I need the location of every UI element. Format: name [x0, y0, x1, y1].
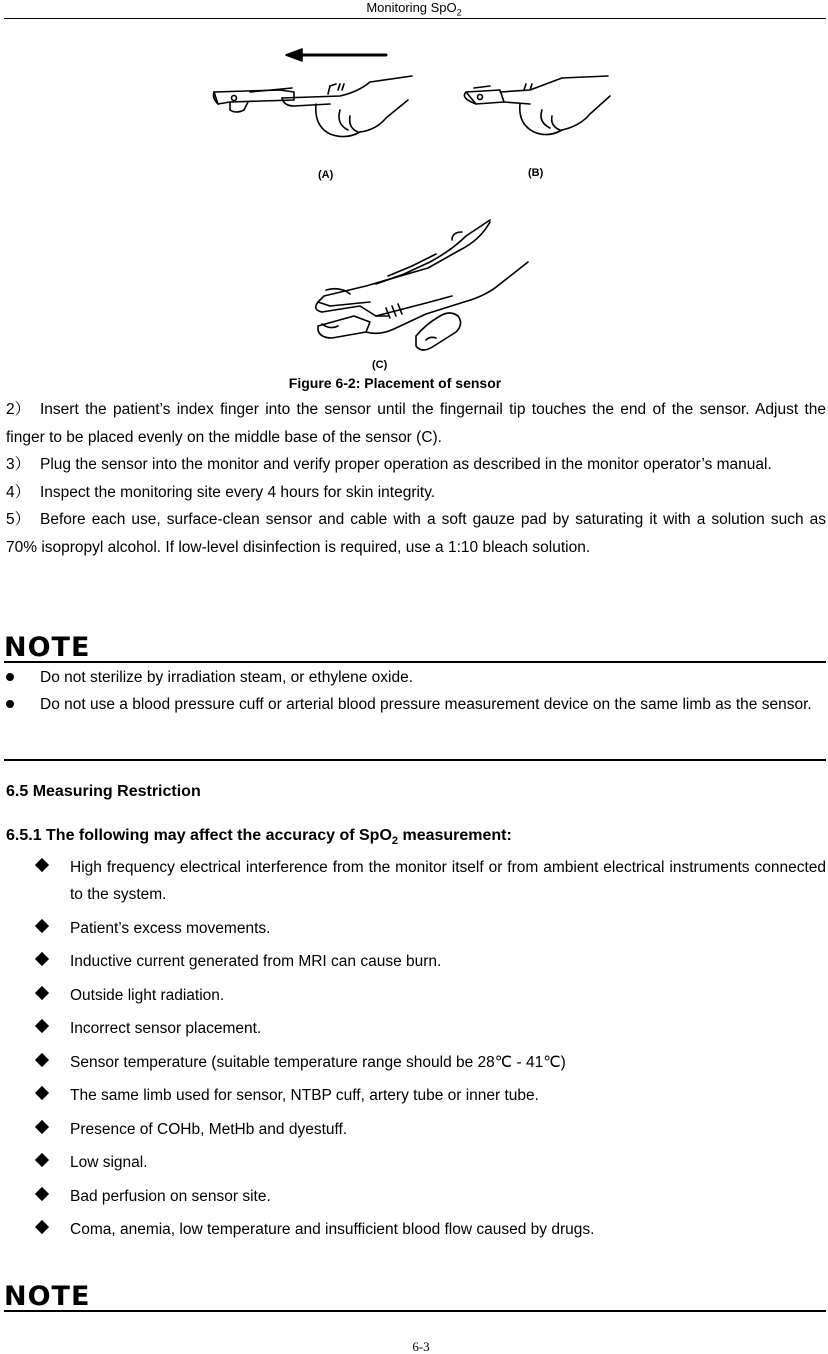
- diamond-bullet-icon: [35, 1186, 49, 1200]
- panel-label-c: (C): [372, 359, 388, 371]
- step-text: Insert the patient’s index finger into the sensor until the fingernail tip touches the end of the sensor. Adjust the finger to be placed evenly on the middle base of the sensor (C).: [6, 401, 826, 446]
- factor-item: [6, 1049, 826, 1076]
- left-arrow-icon: [286, 49, 386, 61]
- factor-item: [6, 948, 826, 975]
- panel-c-drawing: [316, 220, 528, 350]
- step-number: 2）: [6, 401, 31, 418]
- page-number: 6-3: [412, 1339, 430, 1354]
- header-title: Monitoring SpO: [366, 0, 457, 15]
- panel-label-b: (B): [528, 167, 544, 179]
- step-text: Inspect the monitoring site every 4 hours for skin integrity.: [40, 483, 436, 501]
- diamond-bullet-icon: [35, 1052, 49, 1066]
- note-text: Do not use a blood pressure cuff or arterial blood pressure measurement device on the same limb as the sensor.: [40, 696, 812, 713]
- step-number: 3）: [6, 456, 31, 473]
- diamond-bullet-icon: [35, 918, 49, 932]
- step-text: Plug the sensor into the monitor and verify proper operation as described in the monitor operator’s manual.: [40, 456, 772, 473]
- diamond-bullet-icon: [35, 1220, 49, 1234]
- header-title-subscript: 2: [456, 7, 462, 18]
- panel-a-drawing: [214, 76, 413, 137]
- factor-text: Bad perfusion on sensor site.: [70, 1187, 271, 1205]
- step-item: [6, 396, 826, 451]
- accuracy-factor-list: [6, 854, 826, 1250]
- subsection-heading: [6, 826, 512, 847]
- section-heading: 6.5 Measuring Restriction: [6, 783, 201, 800]
- diamond-bullet-icon: [35, 985, 49, 999]
- subsection-heading-suffix: measurement:: [398, 827, 512, 844]
- subsection-heading-text: 6.5.1 The following may affect the accuracy of SpO: [6, 827, 392, 844]
- procedure-steps: [6, 396, 826, 561]
- step-item: [6, 479, 826, 507]
- step-item: [6, 451, 826, 479]
- factor-text: High frequency electrical interference from the monitor itself or from ambient electrical instruments connected to the system.: [70, 859, 826, 903]
- factor-text: Patient’s excess movements.: [70, 919, 271, 937]
- factor-item: [6, 915, 826, 942]
- factor-text: Incorrect sensor placement.: [70, 1020, 262, 1037]
- step-number: 4）: [6, 483, 31, 501]
- diamond-bullet-icon: [35, 1086, 49, 1100]
- factor-text: Inductive current generated from MRI can cause burn.: [70, 953, 442, 970]
- subsection-heading-subscript: 2: [391, 835, 399, 847]
- factor-item: [6, 1116, 826, 1143]
- note-bottom-rule: [4, 759, 826, 761]
- diamond-bullet-icon: [35, 1019, 49, 1033]
- step-number: 5）: [6, 511, 31, 528]
- factor-text: Sensor temperature (suitable temperature range should be 28℃ - 41℃): [70, 1053, 566, 1071]
- bullet-dot-icon: [6, 700, 14, 708]
- bullet-dot-icon: [6, 673, 14, 681]
- factor-text: Presence of COHb, MetHb and dyestuff.: [70, 1120, 348, 1138]
- diamond-bullet-icon: [35, 858, 49, 872]
- factor-text: Outside light radiation.: [70, 986, 225, 1004]
- diamond-bullet-icon: [35, 952, 49, 966]
- note-top-rule: [4, 661, 826, 663]
- factor-item: [6, 1216, 826, 1243]
- factor-text: Coma, anemia, low temperature and insufficient blood flow caused by drugs.: [70, 1221, 595, 1238]
- diamond-bullet-icon: [35, 1153, 49, 1167]
- factor-item: [6, 854, 826, 908]
- factor-item: [6, 982, 826, 1009]
- header-rule: [4, 18, 826, 19]
- factor-item: [6, 1082, 826, 1109]
- factor-text: Low signal.: [70, 1154, 148, 1171]
- panel-b-drawing: [464, 76, 610, 135]
- bottom-note-heading: NOTE: [4, 1281, 91, 1312]
- bottom-note-rule: [4, 1310, 826, 1312]
- note-heading: NOTE: [4, 632, 91, 663]
- note-list: [6, 664, 826, 718]
- figure-caption: Figure 6-2: Placement of sensor: [288, 375, 502, 391]
- factor-text: The same limb used for sensor, NTBP cuff, artery tube or inner tube.: [70, 1087, 539, 1104]
- diamond-bullet-icon: [35, 1119, 49, 1133]
- factor-item: [6, 1183, 826, 1210]
- factor-item: [6, 1015, 826, 1042]
- note-item: [6, 664, 826, 691]
- factor-item: [6, 1149, 826, 1176]
- step-text: Before each use, surface-clean sensor and cable with a soft gauze pad by saturating it with a solution such as 70% isopropyl alcohol. If low-level disinfection is required, use a 1:10 bleach solution.: [6, 511, 826, 556]
- sensor-placement-figure: [190, 40, 640, 375]
- note-item: [6, 691, 826, 718]
- step-item: [6, 506, 826, 561]
- panel-label-a: (A): [318, 169, 334, 181]
- note-text: Do not sterilize by irradiation steam, or ethylene oxide.: [40, 669, 414, 686]
